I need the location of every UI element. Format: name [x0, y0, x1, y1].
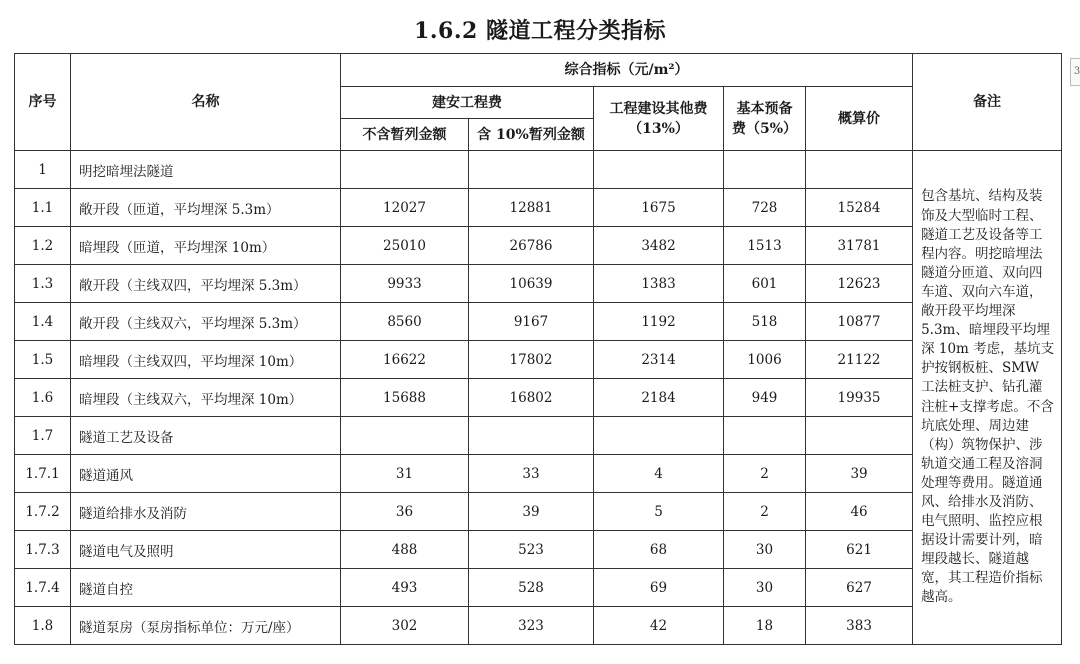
header-incl-provisional: 含 10%暂列金额	[469, 119, 594, 151]
reserve-cell: 30	[724, 531, 806, 569]
estimate-cell	[806, 151, 913, 189]
estimate-cell: 21122	[806, 341, 913, 379]
row-name-cell: 隧道电气及照明	[71, 531, 341, 569]
estimate-cell: 621	[806, 531, 913, 569]
reserve-cell: 2	[724, 455, 806, 493]
row-seq-cell: 1.7	[15, 417, 71, 455]
incl-provisional-cell: 523	[469, 531, 594, 569]
incl-provisional-cell	[469, 417, 594, 455]
estimate-cell: 19935	[806, 379, 913, 417]
row-name-cell: 敞开段（主线双四，平均埋深 5.3m）	[71, 265, 341, 303]
estimate-cell: 31781	[806, 227, 913, 265]
other-fees-cell	[594, 417, 724, 455]
excl-provisional-cell: 488	[341, 531, 469, 569]
header-other-fees: 工程建设其他费（13%）	[594, 87, 724, 151]
row-name-cell: 隧道泵房（泵房指标单位：万元/座）	[71, 607, 341, 645]
row-seq-cell: 1.3	[15, 265, 71, 303]
row-name-cell: 隧道自控	[71, 569, 341, 607]
other-fees-cell: 68	[594, 531, 724, 569]
incl-provisional-cell: 26786	[469, 227, 594, 265]
row-name-cell: 明挖暗埋法隧道	[71, 151, 341, 189]
table-row	[15, 379, 1062, 417]
other-fees-cell: 3482	[594, 227, 724, 265]
excl-provisional-cell: 31	[341, 455, 469, 493]
incl-provisional-cell: 12881	[469, 189, 594, 227]
other-fees-cell: 1675	[594, 189, 724, 227]
reserve-cell: 601	[724, 265, 806, 303]
estimate-cell	[806, 417, 913, 455]
row-seq-cell: 1.7.4	[15, 569, 71, 607]
table-row	[15, 607, 1062, 645]
reserve-cell	[724, 151, 806, 189]
table-row	[15, 265, 1062, 303]
row-name-cell: 隧道通风	[71, 455, 341, 493]
row-seq-cell: 1.4	[15, 303, 71, 341]
reserve-cell	[724, 417, 806, 455]
other-fees-cell: 5	[594, 493, 724, 531]
excl-provisional-cell: 12027	[341, 189, 469, 227]
page-title: 1.6.2 隧道工程分类指标	[414, 18, 666, 44]
row-seq-cell: 1.2	[15, 227, 71, 265]
incl-provisional-cell: 16802	[469, 379, 594, 417]
excl-provisional-cell: 8560	[341, 303, 469, 341]
header-name: 名称	[71, 54, 341, 151]
side-tab[interactable]: 3	[1070, 58, 1080, 86]
reserve-cell: 18	[724, 607, 806, 645]
excl-provisional-cell: 493	[341, 569, 469, 607]
excl-provisional-cell	[341, 417, 469, 455]
table-row	[15, 493, 1062, 531]
other-fees-cell: 4	[594, 455, 724, 493]
header-remark: 备注	[913, 54, 1062, 151]
row-name-cell: 暗埋段（主线双六，平均埋深 10m）	[71, 379, 341, 417]
header-estimate: 概算价	[806, 87, 913, 151]
estimate-cell: 39	[806, 455, 913, 493]
header-excl-provisional: 不含暂列金额	[341, 119, 469, 151]
excl-provisional-cell: 302	[341, 607, 469, 645]
incl-provisional-cell: 39	[469, 493, 594, 531]
header-composite: 综合指标（元/m²）	[341, 54, 913, 87]
table-row	[15, 569, 1062, 607]
excl-provisional-cell: 16622	[341, 341, 469, 379]
header-reserve: 基本预备费（5%）	[724, 87, 806, 151]
row-seq-cell: 1.7.1	[15, 455, 71, 493]
other-fees-cell: 69	[594, 569, 724, 607]
table-row	[15, 227, 1062, 265]
estimate-cell: 10877	[806, 303, 913, 341]
row-name-cell: 敞开段（匝道，平均埋深 5.3m）	[71, 189, 341, 227]
estimate-cell: 15284	[806, 189, 913, 227]
row-seq-cell: 1.7.2	[15, 493, 71, 531]
row-name-cell: 暗埋段（主线双四，平均埋深 10m）	[71, 341, 341, 379]
row-name-cell: 隧道给排水及消防	[71, 493, 341, 531]
incl-provisional-cell: 33	[469, 455, 594, 493]
estimate-cell: 383	[806, 607, 913, 645]
row-name-cell: 隧道工艺及设备	[71, 417, 341, 455]
other-fees-cell: 2314	[594, 341, 724, 379]
excl-provisional-cell	[341, 151, 469, 189]
table-row	[15, 417, 1062, 455]
reserve-cell: 1006	[724, 341, 806, 379]
reserve-cell: 2	[724, 493, 806, 531]
incl-provisional-cell: 323	[469, 607, 594, 645]
header-seq: 序号	[15, 54, 71, 151]
incl-provisional-cell: 17802	[469, 341, 594, 379]
row-name-cell: 暗埋段（匝道，平均埋深 10m）	[71, 227, 341, 265]
index-table	[14, 53, 1062, 645]
table-row	[15, 455, 1062, 493]
estimate-cell: 12623	[806, 265, 913, 303]
other-fees-cell: 1383	[594, 265, 724, 303]
excl-provisional-cell: 15688	[341, 379, 469, 417]
table-row	[15, 531, 1062, 569]
row-seq-cell: 1.8	[15, 607, 71, 645]
header-construction: 建安工程费	[341, 87, 594, 119]
table-row	[15, 303, 1062, 341]
incl-provisional-cell: 528	[469, 569, 594, 607]
incl-provisional-cell: 10639	[469, 265, 594, 303]
estimate-cell: 627	[806, 569, 913, 607]
other-fees-cell: 2184	[594, 379, 724, 417]
row-seq-cell: 1.6	[15, 379, 71, 417]
reserve-cell: 949	[724, 379, 806, 417]
reserve-cell: 518	[724, 303, 806, 341]
table-row	[15, 341, 1062, 379]
reserve-cell: 728	[724, 189, 806, 227]
row-seq-cell: 1.7.3	[15, 531, 71, 569]
remark-cell: 包含基坑、结构及装饰及大型临时工程、隧道工艺及设备等工程内容。明挖暗埋法隧道分匝道、双向四车道、双向六车道，敞开段平均埋深5.3m、暗埋段平均埋深 10m 考虑，基坑支护按钢板桩、SMW 工法桩支护、钻孔灌注桩+支撑考虑。不含坑底处理、周边建（构）筑物保护、涉轨道交通工程及溶洞处理等费用。隧道通风、给排水及消防、电气照明、监控应根据设计需要计列，暗埋段越长、隧道越宽，其工程造价指标越高。	[913, 151, 1062, 645]
estimate-cell: 46	[806, 493, 913, 531]
row-seq-cell: 1.1	[15, 189, 71, 227]
table-row	[15, 189, 1062, 227]
other-fees-cell	[594, 151, 724, 189]
row-seq-cell: 1.5	[15, 341, 71, 379]
row-seq-cell: 1	[15, 151, 71, 189]
excl-provisional-cell: 9933	[341, 265, 469, 303]
excl-provisional-cell: 36	[341, 493, 469, 531]
incl-provisional-cell	[469, 151, 594, 189]
table-row	[15, 151, 1062, 189]
row-name-cell: 敞开段（主线双六，平均埋深 5.3m）	[71, 303, 341, 341]
other-fees-cell: 1192	[594, 303, 724, 341]
other-fees-cell: 42	[594, 607, 724, 645]
reserve-cell: 30	[724, 569, 806, 607]
incl-provisional-cell: 9167	[469, 303, 594, 341]
excl-provisional-cell: 25010	[341, 227, 469, 265]
reserve-cell: 1513	[724, 227, 806, 265]
